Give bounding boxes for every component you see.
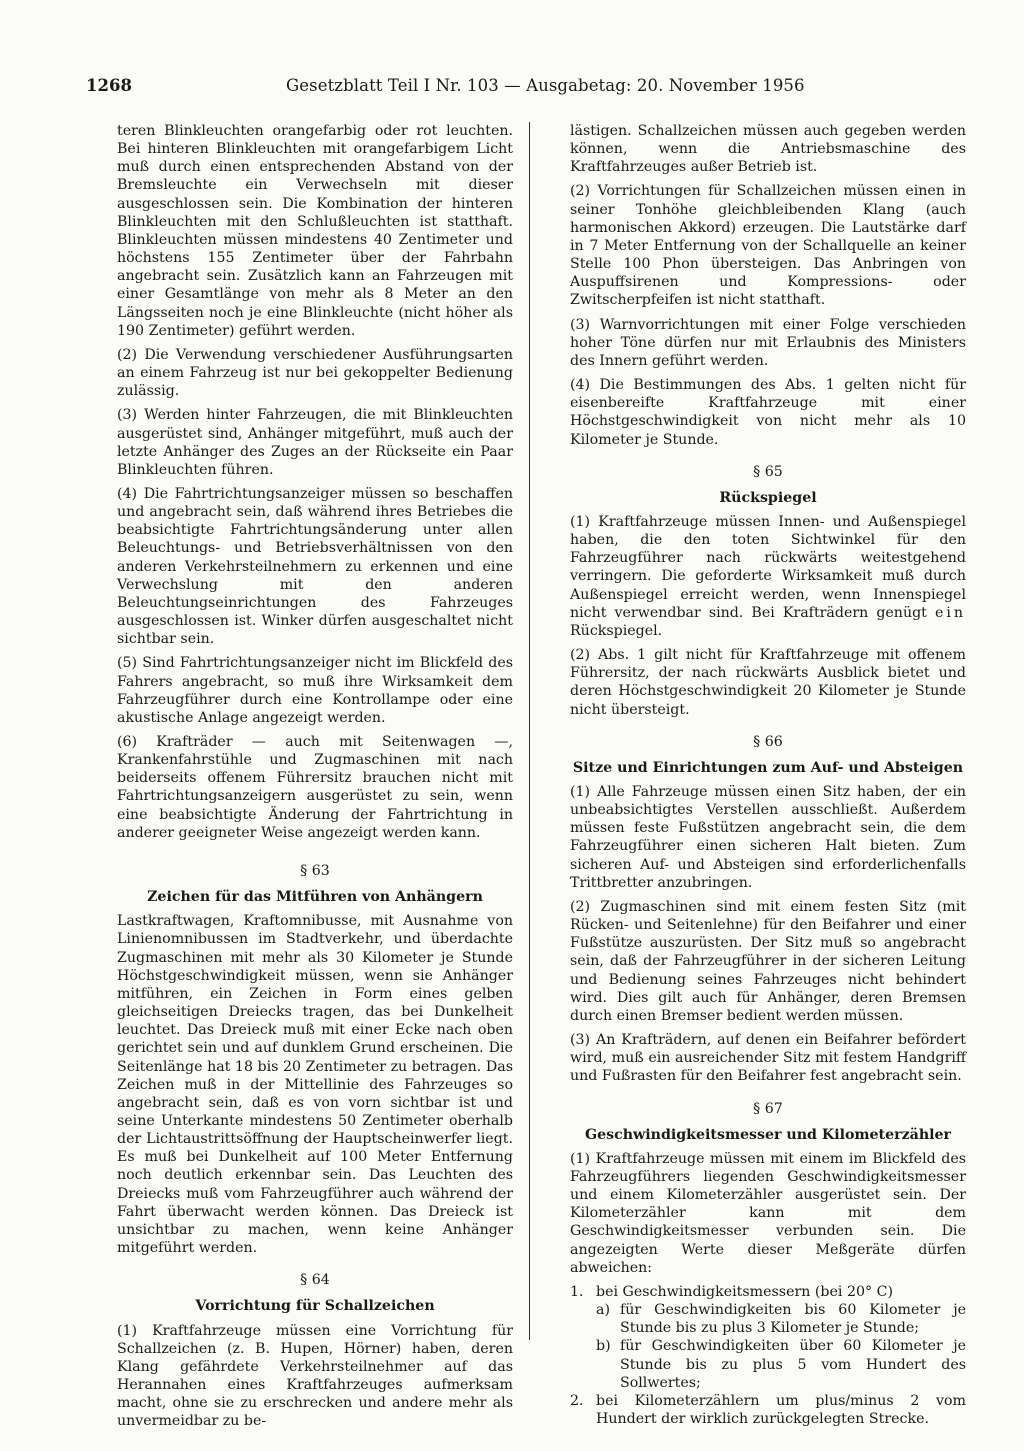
paragraph: (4) Die Fahrtrichtungsanzeiger müssen so beschaffen und angebracht sein, daß während ihres Betriebes die beabsichtigte Fahrtrichtungsänderung unter allen Beleuchtungs- und Betriebsverhältnissen von den anderen Verkehrsteilnehmern zu erkennen und eine Verwechslung mit den anderen Beleuchtungseinrichtungen des Fahrzeuges ausgeschlossen ist. Winker dürfen ausgeschaltet nicht sichtbar sein. <box>117 485 513 648</box>
section-number: § 65 <box>753 463 783 480</box>
paragraph: lästigen. Schallzeichen müssen auch gegeben werden können, wenn die Antriebsmaschine des Kraftfahrzeuges außer Betrieb ist. <box>570 123 966 176</box>
list-text: bei Geschwindigkeitsmessern (bei 20° C) <box>596 1283 893 1300</box>
list-label: 1. <box>570 1283 584 1300</box>
page-number: 1268 <box>86 76 132 95</box>
paragraph: (2) Vorrichtungen für Schallzeichen müssen einen in seiner Tonhöhe gleichbleibenden Klang (auch harmonischen Akkord) erzeugen. Die Lautstärke darf in 7 Meter Entfernung von der Schallquelle an keiner Stelle 100 Phon übersteigen. Das Anbringen von Auspuffsirenen und Kompressions- oder Zwitscherpfeifen ist nicht statthaft. <box>570 183 966 309</box>
list-subitem <box>596 1337 966 1391</box>
emphasized-word: ein <box>934 604 967 621</box>
paragraph: teren Blinkleuchten orangefarbig oder rot leuchten. Bei hinteren Blinkleuchten mit orangefarbigem Licht muß durch einen entsprechenden Abstand von der Bremsleuchte ein Verwechseln mit dieser ausgeschlossen sein. Die Kombination der hinteren Blinkleuchten mit den Schlußleuchten ist statthaft. Blinkleuchten müssen mindestens 40 Zentimeter und höchstens 155 Zentimeter über der Fahrbahn angebracht sein. Zusätzlich kann an Fahrzeugen mit einer Gesamtlänge von mehr als 8 Meter an den Längsseiten noch je eine Blinkleuchte (nicht höher als 190 Zentimeter) geführt werden. <box>117 123 513 339</box>
page-header <box>86 76 976 102</box>
section-heading: Geschwindigkeitsmesser und Kilometerzähler <box>584 1126 952 1143</box>
list-subitem <box>596 1301 966 1337</box>
right-column <box>570 122 966 1428</box>
section-heading: Rückspiegel <box>719 489 817 506</box>
paragraph: (4) Die Bestimmungen des Abs. 1 gelten nicht für eisenbereifte Kraftfahrzeuge mit einer Höchstgeschwindigkeit von nicht mehr als 10 Kilometer je Stunde. <box>570 377 966 448</box>
paragraph: (3) Werden hinter Fahrzeugen, die mit Blinkleuchten ausgerüstet sind, Anhänger mitgeführt, muß auch der letzte Anhänger des Zuges an der Rückseite ein Paar Blinkleuchten führen. <box>117 407 513 478</box>
left-column <box>117 122 513 1436</box>
paragraph: (1) Kraftfahrzeuge müssen eine Vorrichtung für Schallzeichen (z. B. Hupen, Hörner) haben, deren Klang gefährdete Verkehrsteilnehmer auf das Herannahen eines Kraftfahrzeuges aufmerksam macht, ohne sie zu erschrecken und andere mehr als unvermeidbar zu be- <box>117 1322 513 1430</box>
paragraph: (1) Alle Fahrzeuge müssen einen Sitz haben, der ein unbeabsichtigtes Verstellen ausschließt. Außerdem müssen feste Fußstützen angebracht sein, die dem Fahrzeugführer einen sicheren Halt bieten. Zum sicheren Auf- und Absteigen sind erforderlichenfalls Trittbretter anzubringen. <box>570 784 966 891</box>
paragraph: (5) Sind Fahrtrichtungsanzeiger nicht im Blickfeld des Fahrers angebracht, so muß ihre Wirksamkeit dem Fahrzeugführer durch eine Kontrollampe oder eine akustische Anlage angezeigt werden. <box>117 655 513 726</box>
section-number: § 66 <box>753 733 783 750</box>
list-label: 2. <box>570 1392 584 1409</box>
section-number: § 63 <box>300 862 330 879</box>
section-number: § 67 <box>753 1100 783 1117</box>
list-label: a) <box>596 1302 610 1319</box>
paragraph: (3) An Krafträdern, auf denen ein Beifahrer befördert wird, muß ein ausreichender Sitz mit festem Handgriff und Fußrasten für den Beifahrer fest angebracht sein. <box>570 1032 966 1085</box>
list-item <box>570 1392 966 1428</box>
paragraph: (3) Warnvorrichtungen mit einer Folge verschieden hoher Töne dürfen nur mit Erlaubnis des Ministers des Innern geführt werden. <box>570 316 966 369</box>
paragraph: (2) Abs. 1 gilt nicht für Kraftfahrzeuge mit offenem Führersitz, der nach rückwärts Ausblick bietet und deren Höchstgeschwindigkeit 20 Kilometer je Stunde nicht übersteigt. <box>570 647 966 718</box>
list-text: für Geschwindigkeiten über 60 Kilometer je Stunde bis zu plus 5 vom Hundert des Sollwertes; <box>620 1338 966 1391</box>
paragraph: (1) Kraftfahrzeuge müssen mit einem im Blickfeld des Fahrzeugführers liegenden Geschwindigkeitsmesser und einem Kilometerzähler ausgerüstet sein. Der Kilometerzähler kann mit dem Geschwindigkeitsmesser verbunden sein. Die angezeigten Werte dieser Meßgeräte dürfen abweichen: <box>570 1150 966 1276</box>
list-text: für Geschwindigkeiten bis 60 Kilometer je Stunde bis zu plus 3 Kilometer je Stunde; <box>620 1302 966 1337</box>
paragraph-text: Rückspiegel. <box>570 622 663 639</box>
column-divider <box>529 122 530 1340</box>
section-heading: Zeichen für das Mitführen von Anhängern <box>147 889 483 906</box>
paragraph: (2) Zugmaschinen sind mit einem festen Sitz (mit Rücken- und Seitenlehne) für den Beifahrer und einer Fußstütze auszurüsten. Der Sitz muß so angebracht sein, daß der Fahrzeugführer in der sicheren Leitung und Bedienung seines Fahrzeuges nicht behindert wird. Dies gilt auch für Anhänger, deren Bremsen durch einen Bremser bedient werden müssen. <box>570 898 966 1024</box>
paragraph: (6) Krafträder — auch mit Seitenwagen —, Krankenfahrstühle und Zugmaschinen mit nach beiderseits offenem Führersitz brauchen nicht mit Fahrtrichtungsanzeigern ausgerüstet zu sein, wenn eine beabsichtigte Änderung der Fahrtrichtung in anderer geeigneter Weise angezeigt werden kann. <box>117 734 513 841</box>
header-title: Gesetzblatt Teil I Nr. 103 — Ausgabetag: 20. November 1956 <box>286 76 805 95</box>
list-label: b) <box>596 1338 611 1355</box>
paragraph: Lastkraftwagen, Kraftomnibusse, mit Ausnahme von Linienomnibussen im Stadtverkehr, und überdachte Zugmaschinen mit mehr als 30 Kilometer je Stunde Höchstgeschwindigkeit müssen, wenn sie Anhänger mitführen, ein Zeichen in Form eines gelben gleichseitigen Dreiecks tragen, das bei Dunkelheit leuchtet. Das Dreieck muß mit einer Ecke nach oben gerichtet sein und auf dunklem Grund erscheinen. Die Seitenlänge hat 18 bis 20 Zentimeter zu betragen. Das Zeichen muß in der Mittellinie des Fahrzeuges so angebracht sein, daß es von vorn sichtbar ist und seine Unterkante mindestens 50 Zentimeter oberhalb der Lichtaustrittsöffnung der Hauptscheinwerfer liegt. Es muß bei Dunkelheit auf 100 Meter Entfernung noch deutlich erkennbar sein. Das Leuchten des Dreiecks muß vom Fahrzeugführer auch während der Fahrt überwacht werden können. Das Dreieck ist unsichtbar zu machen, wenn keine Anhänger mitgeführt werden. <box>117 913 513 1257</box>
section-number: § 64 <box>300 1272 330 1289</box>
list-text: bei Kilometerzählern um plus/minus 2 vom Hundert der wirklich zurückgelegten Strecke. <box>596 1392 966 1427</box>
paragraph-text: (1) Kraftfahrzeuge müssen Innen- und Außenspiegel haben, die den toten Sichtwinkel für den Fahrzeugführer nach rückwärts weitestgehend verringern. Die geforderte Wirksamkeit muß durch Außenspiegel erreicht werden, wenn Innenspiegel nicht verwendbar sind. Bei Krafträdern genügt <box>570 513 966 621</box>
paragraph <box>570 513 966 640</box>
paragraph: (2) Die Verwendung verschiedener Ausführungsarten an einem Fahrzeug ist nur bei gekoppelter Bedienung zulässig. <box>117 346 513 400</box>
section-heading: Vorrichtung für Schallzeichen <box>195 1298 435 1315</box>
list-item <box>570 1283 966 1301</box>
section-heading: Sitze und Einrichtungen zum Auf- und Absteigen <box>572 759 964 776</box>
